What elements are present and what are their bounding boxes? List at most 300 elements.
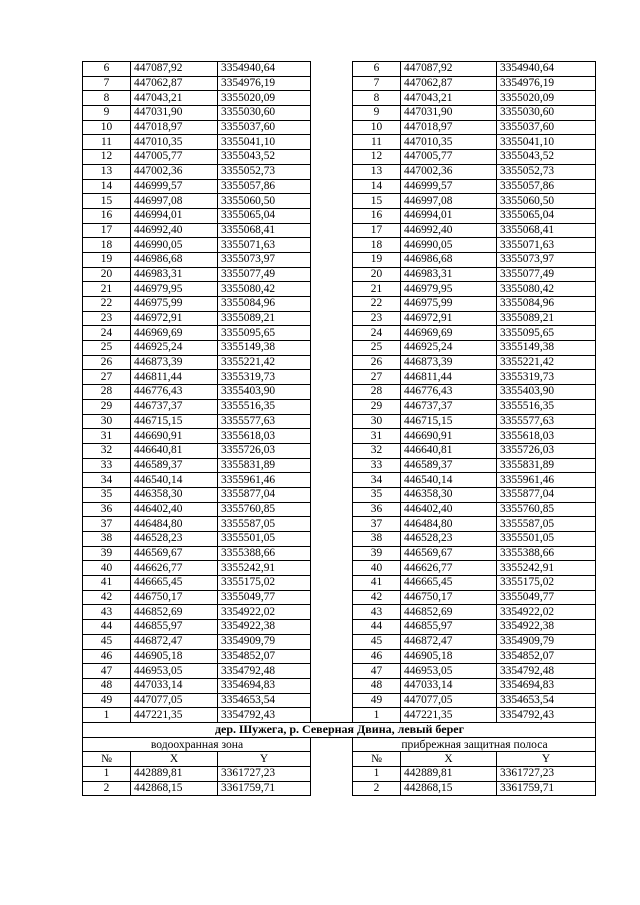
table-gap <box>311 473 353 488</box>
right-point-number-cell: 10 <box>353 120 401 135</box>
table-gap <box>311 238 353 253</box>
right-y-coordinate-cell: 3355501,05 <box>497 532 596 547</box>
right-x-coordinate-cell: 446402,40 <box>401 502 497 517</box>
left-y-coordinate-cell: 3355388,66 <box>218 546 311 561</box>
left-x-coordinate-cell: 447221,35 <box>131 708 218 723</box>
right-y-coordinate-cell: 3355080,42 <box>497 282 596 297</box>
table-row <box>83 150 596 165</box>
table-row <box>83 76 596 91</box>
right-point-number-cell: 9 <box>353 106 401 121</box>
left-point-number-cell: 7 <box>83 76 131 91</box>
left-point-number-cell: 30 <box>83 414 131 429</box>
right-x-coordinate-cell: 446997,08 <box>401 194 497 209</box>
left-y-coordinate-cell: 3355577,63 <box>218 414 311 429</box>
right-y-coordinate-cell: 3355052,73 <box>497 164 596 179</box>
table-gap <box>311 326 353 341</box>
right-y-coordinate-cell: 3354940,64 <box>497 62 596 77</box>
right-x-coordinate-cell: 446626,77 <box>401 561 497 576</box>
left-y-coordinate-cell: 3355052,73 <box>218 164 311 179</box>
table-gap <box>311 502 353 517</box>
table-row <box>83 708 596 723</box>
left-y-coordinate-cell: 3355060,50 <box>218 194 311 209</box>
table-gap <box>311 634 353 649</box>
left-point-number-cell: 39 <box>83 546 131 561</box>
right-point-number-cell: 20 <box>353 267 401 282</box>
table-row <box>83 649 596 664</box>
right-y-coordinate-cell: 3355073,97 <box>497 252 596 267</box>
left-y-coordinate-cell: 3354922,02 <box>218 605 311 620</box>
right-y-coordinate-cell: 3354922,02 <box>497 605 596 620</box>
left-y-coordinate-cell: 3355030,60 <box>218 106 311 121</box>
table-row <box>83 693 596 708</box>
right-x-coordinate-cell: 442868,15 <box>401 781 497 796</box>
table-gap <box>311 561 353 576</box>
top-table-body <box>83 62 596 723</box>
left-point-number-cell: 45 <box>83 634 131 649</box>
table-gap <box>311 120 353 135</box>
table-row <box>83 781 596 796</box>
right-x-coordinate-cell: 446569,67 <box>401 546 497 561</box>
left-point-number-cell: 26 <box>83 355 131 370</box>
right-x-coordinate-cell: 442889,81 <box>401 767 497 782</box>
left-x-coordinate-cell: 446969,69 <box>131 326 218 341</box>
left-y-coordinate-cell: 3354653,54 <box>218 693 311 708</box>
table-gap <box>311 576 353 591</box>
left-x-coordinate-cell: 446999,57 <box>131 179 218 194</box>
table-gap <box>311 737 353 752</box>
table-row <box>83 576 596 591</box>
table-gap <box>311 62 353 77</box>
right-x-coordinate-cell: 446589,37 <box>401 458 497 473</box>
table-gap <box>311 620 353 635</box>
table-gap <box>311 517 353 532</box>
right-point-number-cell: 33 <box>353 458 401 473</box>
right-point-number-cell: 11 <box>353 135 401 150</box>
left-point-number-cell: 2 <box>83 781 131 796</box>
table-gap <box>311 91 353 106</box>
right-point-number-cell: 18 <box>353 238 401 253</box>
left-y-coordinate-cell: 3355726,03 <box>218 443 311 458</box>
left-y-coordinate-cell: 3355077,49 <box>218 267 311 282</box>
right-point-number-cell: 30 <box>353 414 401 429</box>
right-point-number-cell: 35 <box>353 487 401 502</box>
table-gap <box>311 414 353 429</box>
right-y-coordinate-cell: 3355877,04 <box>497 487 596 502</box>
left-y-coordinate-cell: 3355089,21 <box>218 311 311 326</box>
right-x-coordinate-cell: 446665,45 <box>401 576 497 591</box>
left-x-coordinate-cell: 446992,40 <box>131 223 218 238</box>
table-row <box>83 458 596 473</box>
right-x-coordinate-cell: 446994,01 <box>401 208 497 223</box>
left-x-coordinate-cell: 446358,30 <box>131 487 218 502</box>
right-point-number-cell: 39 <box>353 546 401 561</box>
right-point-number-cell: 17 <box>353 223 401 238</box>
left-y-coordinate-cell: 3355057,86 <box>218 179 311 194</box>
right-point-number-cell: 42 <box>353 590 401 605</box>
table-gap <box>311 767 353 782</box>
right-y-coordinate-cell: 3354792,48 <box>497 664 596 679</box>
table-row <box>83 164 596 179</box>
left-point-number-cell: 14 <box>83 179 131 194</box>
left-y-coordinate-cell: 3354852,07 <box>218 649 311 664</box>
left-x-coordinate-cell: 447005,77 <box>131 150 218 165</box>
left-x-coordinate-cell: 447062,87 <box>131 76 218 91</box>
right-y-coordinate-cell: 3354852,07 <box>497 649 596 664</box>
left-point-number-cell: 1 <box>83 767 131 782</box>
table-row <box>83 620 596 635</box>
right-y-coordinate-cell: 3355037,60 <box>497 120 596 135</box>
table-gap <box>311 532 353 547</box>
right-point-number-cell: 22 <box>353 297 401 312</box>
left-x-coordinate-cell: 446540,14 <box>131 473 218 488</box>
right-x-coordinate-cell: 447043,21 <box>401 91 497 106</box>
table-row <box>83 179 596 194</box>
right-point-number-cell: 1 <box>353 767 401 782</box>
right-y-coordinate-cell: 3355071,63 <box>497 238 596 253</box>
table-row <box>83 370 596 385</box>
left-y-coordinate-cell: 3355020,09 <box>218 91 311 106</box>
left-x-coordinate-cell: 446953,05 <box>131 664 218 679</box>
right-point-number-cell: 27 <box>353 370 401 385</box>
left-point-number-cell: 19 <box>83 252 131 267</box>
right-y-coordinate-cell: 3361759,71 <box>497 781 596 796</box>
right-y-coordinate-cell: 3355084,96 <box>497 297 596 312</box>
left-y-coordinate-cell: 3355080,42 <box>218 282 311 297</box>
left-point-number-cell: 27 <box>83 370 131 385</box>
left-x-coordinate-cell: 446994,01 <box>131 208 218 223</box>
table-gap <box>311 106 353 121</box>
right-x-coordinate-cell: 446776,43 <box>401 385 497 400</box>
table-row <box>83 767 596 782</box>
table-gap <box>311 708 353 723</box>
left-y-coordinate-cell: 3354694,83 <box>218 678 311 693</box>
left-y-coordinate-cell: 3355043,52 <box>218 150 311 165</box>
left-x-coordinate-cell: 442868,15 <box>131 781 218 796</box>
right-y-coordinate-cell: 3355020,09 <box>497 91 596 106</box>
right-y-coordinate-cell: 3355388,66 <box>497 546 596 561</box>
left-point-number-cell: 10 <box>83 120 131 135</box>
right-x-header: X <box>401 752 497 767</box>
right-x-coordinate-cell: 446975,99 <box>401 297 497 312</box>
table-row <box>83 223 596 238</box>
table-gap <box>311 781 353 796</box>
right-point-number-cell: 38 <box>353 532 401 547</box>
right-x-coordinate-cell: 447031,90 <box>401 106 497 121</box>
right-y-coordinate-cell: 3355587,05 <box>497 517 596 532</box>
left-x-coordinate-cell: 446776,43 <box>131 385 218 400</box>
right-y-coordinate-cell: 3355095,65 <box>497 326 596 341</box>
right-point-number-cell: 21 <box>353 282 401 297</box>
right-point-number-cell: 7 <box>353 76 401 91</box>
right-y-coordinate-cell: 3355041,10 <box>497 135 596 150</box>
left-x-header: X <box>131 752 218 767</box>
right-y-coordinate-cell: 3361727,23 <box>497 767 596 782</box>
right-point-number-cell: 41 <box>353 576 401 591</box>
left-y-coordinate-cell: 3355760,85 <box>218 502 311 517</box>
left-y-coordinate-cell: 3355516,35 <box>218 399 311 414</box>
right-y-coordinate-cell: 3355030,60 <box>497 106 596 121</box>
right-y-coordinate-cell: 3355175,02 <box>497 576 596 591</box>
table-row <box>83 208 596 223</box>
left-x-coordinate-cell: 446737,37 <box>131 399 218 414</box>
right-x-coordinate-cell: 446979,95 <box>401 282 497 297</box>
table-row <box>83 120 596 135</box>
left-point-number-cell: 15 <box>83 194 131 209</box>
table-gap <box>311 590 353 605</box>
right-point-number-cell: 2 <box>353 781 401 796</box>
table-row <box>83 297 596 312</box>
right-point-number-cell: 1 <box>353 708 401 723</box>
left-y-coordinate-cell: 3355961,46 <box>218 473 311 488</box>
right-point-number-cell: 34 <box>353 473 401 488</box>
left-y-coordinate-cell: 3355242,91 <box>218 561 311 576</box>
right-point-number-cell: 37 <box>353 517 401 532</box>
left-x-coordinate-cell: 446997,08 <box>131 194 218 209</box>
left-point-number-cell: 49 <box>83 693 131 708</box>
right-y-coordinate-cell: 3355577,63 <box>497 414 596 429</box>
table-gap <box>311 223 353 238</box>
left-x-coordinate-cell: 442889,81 <box>131 767 218 782</box>
left-point-number-cell: 13 <box>83 164 131 179</box>
left-y-coordinate-cell: 3354976,19 <box>218 76 311 91</box>
table-row <box>83 194 596 209</box>
left-point-number-cell: 17 <box>83 223 131 238</box>
right-y-coordinate-cell: 3354792,43 <box>497 708 596 723</box>
left-x-coordinate-cell: 446484,80 <box>131 517 218 532</box>
right-y-coordinate-cell: 3355149,38 <box>497 341 596 356</box>
right-x-coordinate-cell: 446990,05 <box>401 238 497 253</box>
coordinates-document <box>82 61 595 796</box>
table-row <box>83 678 596 693</box>
right-point-number-cell: 8 <box>353 91 401 106</box>
left-point-number-cell: 24 <box>83 326 131 341</box>
table-gap <box>311 678 353 693</box>
right-y-coordinate-cell: 3355060,50 <box>497 194 596 209</box>
right-point-number-cell: 43 <box>353 605 401 620</box>
right-y-coordinate-cell: 3355242,91 <box>497 561 596 576</box>
table-gap <box>311 487 353 502</box>
table-row <box>83 605 596 620</box>
right-y-coordinate-cell: 3354694,83 <box>497 678 596 693</box>
table-gap <box>311 355 353 370</box>
table-row <box>83 355 596 370</box>
left-x-coordinate-cell: 446979,95 <box>131 282 218 297</box>
right-point-number-cell: 44 <box>353 620 401 635</box>
right-y-coordinate-cell: 3354653,54 <box>497 693 596 708</box>
table-gap <box>311 546 353 561</box>
left-y-coordinate-cell: 3355587,05 <box>218 517 311 532</box>
left-x-coordinate-cell: 446873,39 <box>131 355 218 370</box>
table-row <box>83 664 596 679</box>
left-y-coordinate-cell: 3355095,65 <box>218 326 311 341</box>
left-point-number-cell: 22 <box>83 297 131 312</box>
left-x-coordinate-cell: 447077,05 <box>131 693 218 708</box>
right-y-coordinate-cell: 3354976,19 <box>497 76 596 91</box>
left-x-coordinate-cell: 446852,69 <box>131 605 218 620</box>
left-y-coordinate-cell: 3361727,23 <box>218 767 311 782</box>
right-x-coordinate-cell: 446528,23 <box>401 532 497 547</box>
left-point-number-cell: 23 <box>83 311 131 326</box>
right-x-coordinate-cell: 446873,39 <box>401 355 497 370</box>
right-point-number-cell: 14 <box>353 179 401 194</box>
left-number-header: № <box>83 752 131 767</box>
left-x-coordinate-cell: 446640,81 <box>131 443 218 458</box>
right-point-number-cell: 46 <box>353 649 401 664</box>
right-x-coordinate-cell: 447002,36 <box>401 164 497 179</box>
left-y-header: Y <box>218 752 311 767</box>
right-point-number-cell: 47 <box>353 664 401 679</box>
right-number-header: № <box>353 752 401 767</box>
right-x-coordinate-cell: 446690,91 <box>401 429 497 444</box>
column-header-row <box>83 752 596 767</box>
table-gap <box>311 252 353 267</box>
left-point-number-cell: 41 <box>83 576 131 591</box>
right-y-coordinate-cell: 3355760,85 <box>497 502 596 517</box>
right-point-number-cell: 36 <box>353 502 401 517</box>
left-x-coordinate-cell: 446855,97 <box>131 620 218 635</box>
right-y-coordinate-cell: 3355089,21 <box>497 311 596 326</box>
right-x-coordinate-cell: 446872,47 <box>401 634 497 649</box>
right-x-coordinate-cell: 446972,91 <box>401 311 497 326</box>
right-y-coordinate-cell: 3355065,04 <box>497 208 596 223</box>
table-gap <box>311 267 353 282</box>
left-point-number-cell: 8 <box>83 91 131 106</box>
right-y-coordinate-cell: 3354922,38 <box>497 620 596 635</box>
right-y-coordinate-cell: 3355043,52 <box>497 150 596 165</box>
left-y-coordinate-cell: 3355319,73 <box>218 370 311 385</box>
left-x-coordinate-cell: 446569,67 <box>131 546 218 561</box>
left-y-coordinate-cell: 3355877,04 <box>218 487 311 502</box>
right-point-number-cell: 6 <box>353 62 401 77</box>
left-point-number-cell: 44 <box>83 620 131 635</box>
left-y-coordinate-cell: 3355084,96 <box>218 297 311 312</box>
right-y-coordinate-cell: 3355068,41 <box>497 223 596 238</box>
table-gap <box>311 150 353 165</box>
right-x-coordinate-cell: 446986,68 <box>401 252 497 267</box>
right-y-coordinate-cell: 3355057,86 <box>497 179 596 194</box>
left-y-coordinate-cell: 3354922,38 <box>218 620 311 635</box>
left-y-coordinate-cell: 3355049,77 <box>218 590 311 605</box>
left-x-coordinate-cell: 446528,23 <box>131 532 218 547</box>
table-row <box>83 135 596 150</box>
right-x-coordinate-cell: 446925,24 <box>401 341 497 356</box>
table-gap <box>311 76 353 91</box>
right-y-coordinate-cell: 3355831,89 <box>497 458 596 473</box>
table-row <box>83 561 596 576</box>
left-point-number-cell: 38 <box>83 532 131 547</box>
table-gap <box>311 458 353 473</box>
section-title: дер. Шужега, р. Северная Двина, левый берег <box>83 722 596 737</box>
table-row <box>83 590 596 605</box>
table-gap <box>311 443 353 458</box>
left-x-coordinate-cell: 446872,47 <box>131 634 218 649</box>
section-header-body <box>83 722 596 766</box>
left-y-coordinate-cell: 3355041,10 <box>218 135 311 150</box>
right-y-coordinate-cell: 3355961,46 <box>497 473 596 488</box>
left-y-coordinate-cell: 3355037,60 <box>218 120 311 135</box>
right-x-coordinate-cell: 446811,44 <box>401 370 497 385</box>
right-x-coordinate-cell: 446953,05 <box>401 664 497 679</box>
left-x-coordinate-cell: 446750,17 <box>131 590 218 605</box>
left-x-coordinate-cell: 447087,92 <box>131 62 218 77</box>
right-x-coordinate-cell: 446999,57 <box>401 179 497 194</box>
right-y-coordinate-cell: 3355726,03 <box>497 443 596 458</box>
table-gap <box>311 429 353 444</box>
table-gap <box>311 385 353 400</box>
left-x-coordinate-cell: 446986,68 <box>131 252 218 267</box>
table-gap <box>311 297 353 312</box>
left-y-coordinate-cell: 3355221,42 <box>218 355 311 370</box>
right-point-number-cell: 25 <box>353 341 401 356</box>
left-point-number-cell: 12 <box>83 150 131 165</box>
right-x-coordinate-cell: 447010,35 <box>401 135 497 150</box>
right-x-coordinate-cell: 446750,17 <box>401 590 497 605</box>
right-point-number-cell: 15 <box>353 194 401 209</box>
right-x-coordinate-cell: 447062,87 <box>401 76 497 91</box>
right-x-coordinate-cell: 446540,14 <box>401 473 497 488</box>
table-gap <box>311 282 353 297</box>
left-x-coordinate-cell: 446905,18 <box>131 649 218 664</box>
right-x-coordinate-cell: 446905,18 <box>401 649 497 664</box>
left-point-number-cell: 48 <box>83 678 131 693</box>
table-gap <box>311 370 353 385</box>
right-point-number-cell: 12 <box>353 150 401 165</box>
right-x-coordinate-cell: 447005,77 <box>401 150 497 165</box>
table-row <box>83 326 596 341</box>
left-x-coordinate-cell: 447031,90 <box>131 106 218 121</box>
right-y-coordinate-cell: 3354909,79 <box>497 634 596 649</box>
right-x-coordinate-cell: 446852,69 <box>401 605 497 620</box>
left-y-coordinate-cell: 3355175,02 <box>218 576 311 591</box>
table-row <box>83 341 596 356</box>
table-row <box>83 252 596 267</box>
table-row <box>83 517 596 532</box>
right-point-number-cell: 49 <box>353 693 401 708</box>
table-row <box>83 634 596 649</box>
right-point-number-cell: 24 <box>353 326 401 341</box>
left-x-coordinate-cell: 446990,05 <box>131 238 218 253</box>
left-x-coordinate-cell: 446665,45 <box>131 576 218 591</box>
table-gap <box>311 164 353 179</box>
right-x-coordinate-cell: 446983,31 <box>401 267 497 282</box>
left-x-coordinate-cell: 447033,14 <box>131 678 218 693</box>
table-gap <box>311 605 353 620</box>
table-gap <box>311 752 353 767</box>
right-y-header: Y <box>497 752 596 767</box>
right-x-coordinate-cell: 447018,97 <box>401 120 497 135</box>
left-x-coordinate-cell: 447010,35 <box>131 135 218 150</box>
left-x-coordinate-cell: 446972,91 <box>131 311 218 326</box>
left-x-coordinate-cell: 446589,37 <box>131 458 218 473</box>
coordinates-table <box>82 61 596 796</box>
table-row <box>83 106 596 121</box>
left-point-number-cell: 46 <box>83 649 131 664</box>
left-point-number-cell: 6 <box>83 62 131 77</box>
table-row <box>83 399 596 414</box>
right-point-number-cell: 45 <box>353 634 401 649</box>
left-point-number-cell: 32 <box>83 443 131 458</box>
table-gap <box>311 208 353 223</box>
right-point-number-cell: 48 <box>353 678 401 693</box>
right-y-coordinate-cell: 3355221,42 <box>497 355 596 370</box>
right-point-number-cell: 13 <box>353 164 401 179</box>
right-x-coordinate-cell: 446484,80 <box>401 517 497 532</box>
right-point-number-cell: 32 <box>353 443 401 458</box>
table-row <box>83 238 596 253</box>
table-row <box>83 502 596 517</box>
right-point-number-cell: 26 <box>353 355 401 370</box>
table-row <box>83 443 596 458</box>
